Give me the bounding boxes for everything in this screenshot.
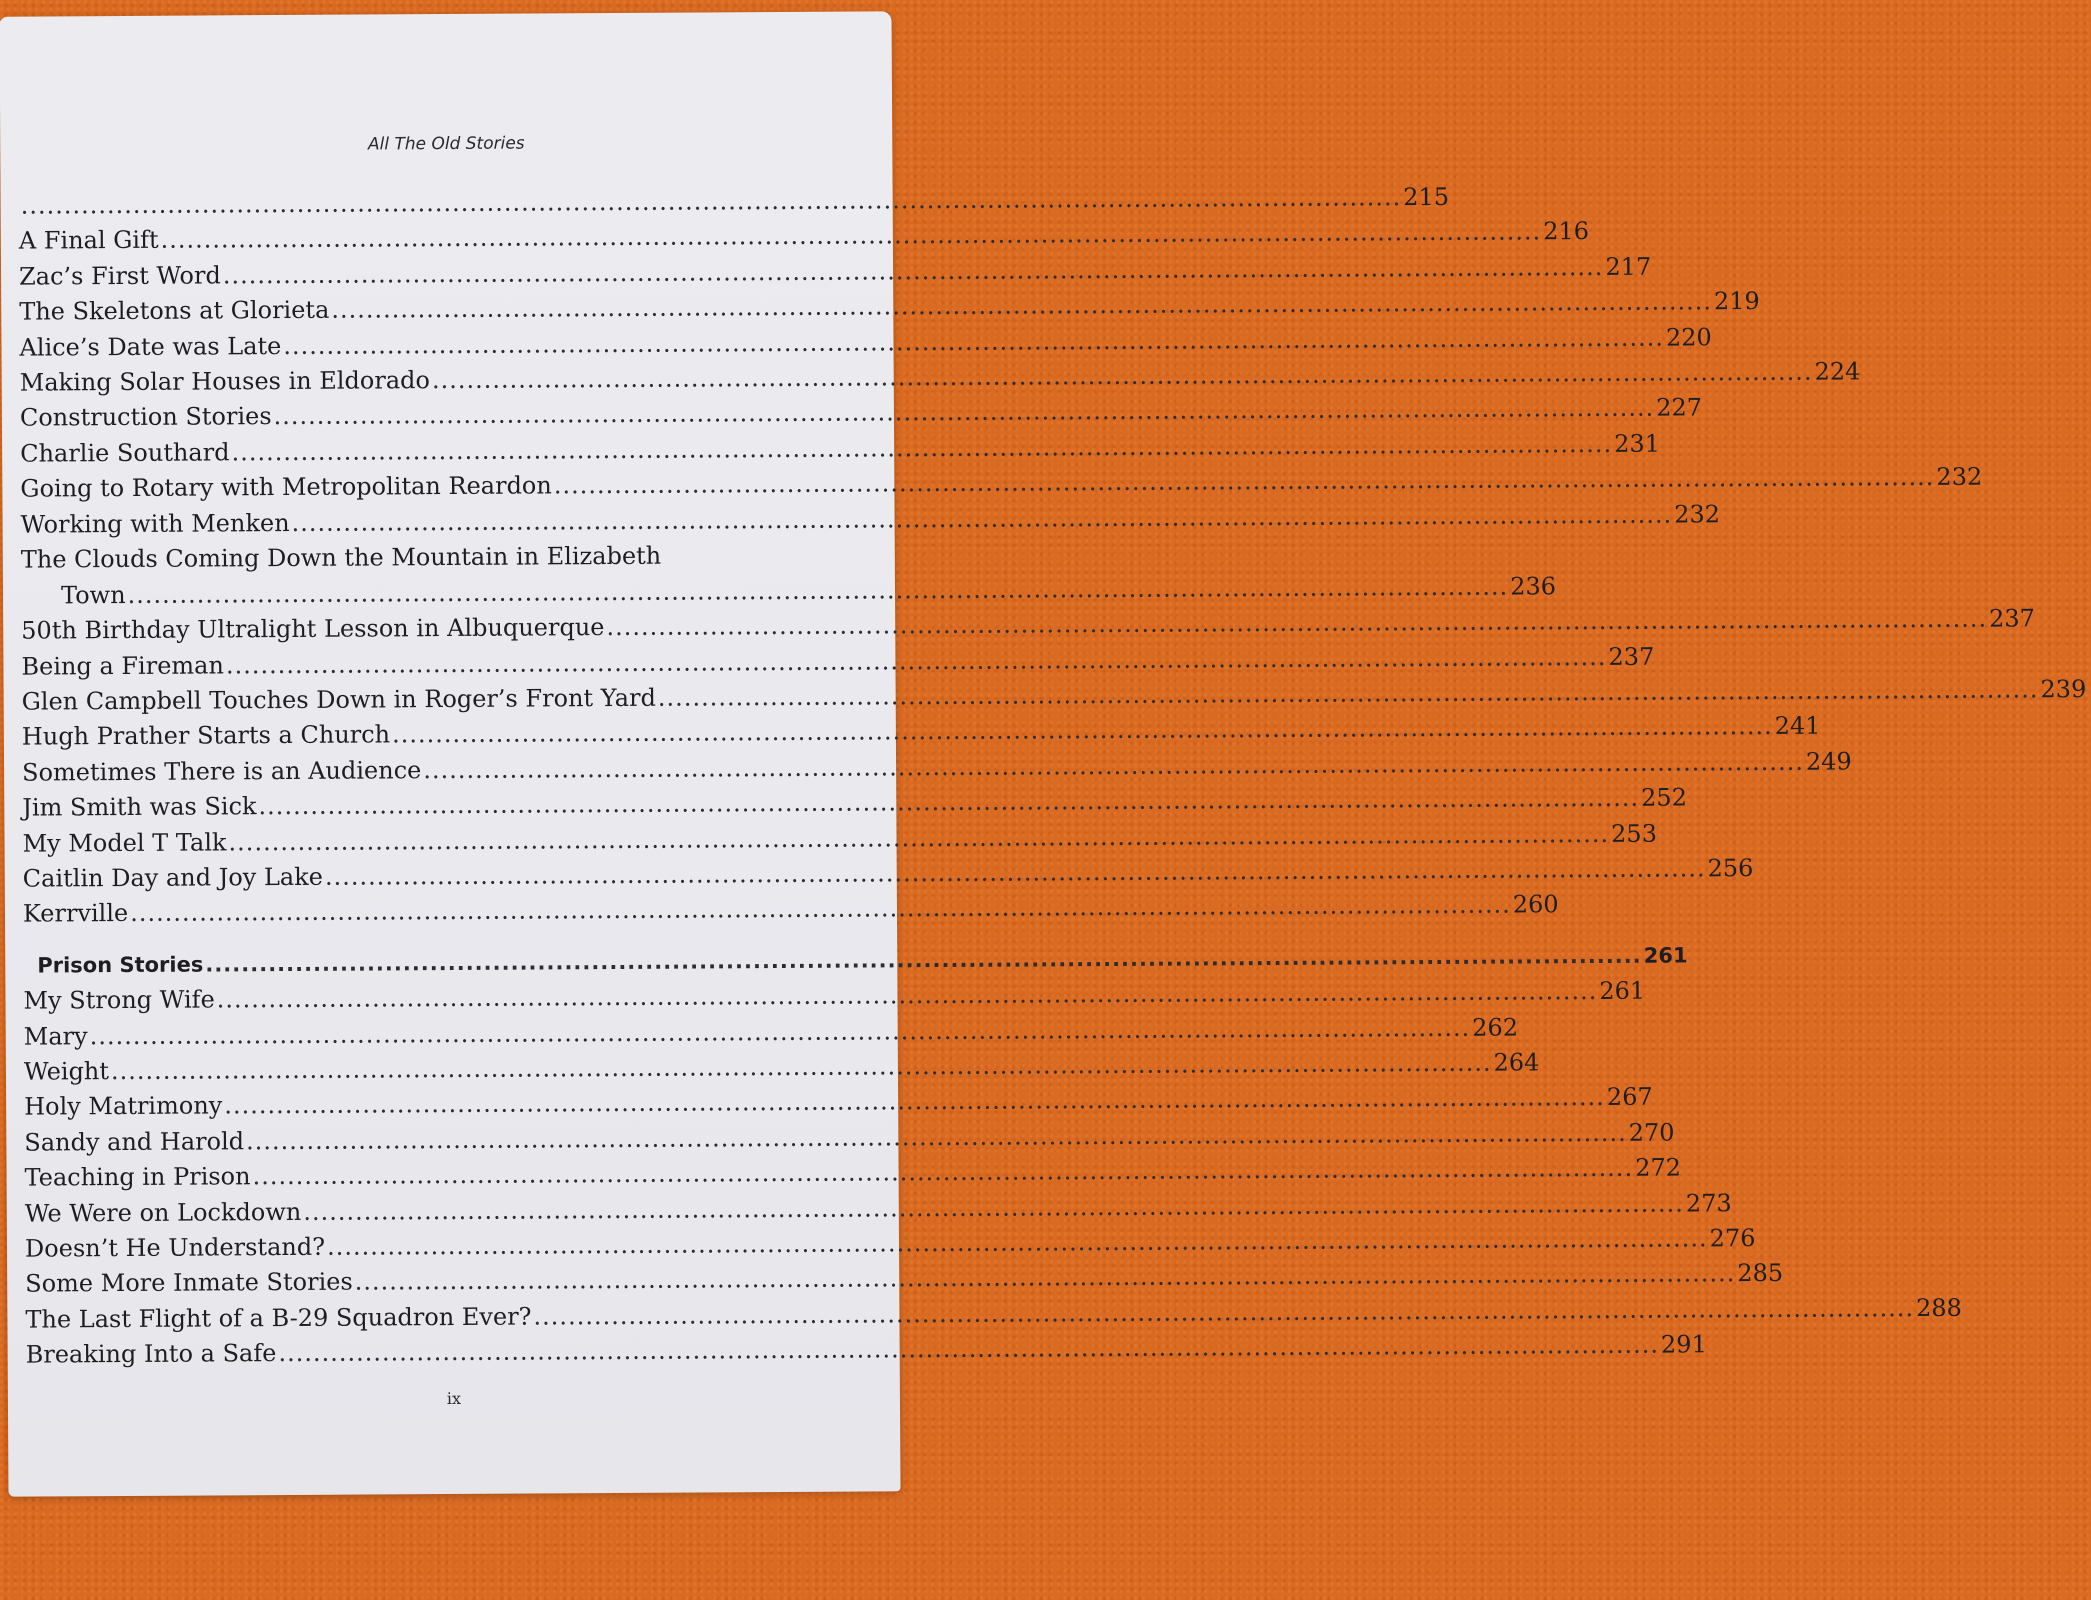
toc-entry-title: Working with Menken <box>20 508 290 539</box>
dot-leader: ................................................................................................................................................................ <box>324 854 1706 891</box>
dot-leader: ................................................................................................................................................................ <box>127 572 1509 609</box>
dot-leader: ................................................................................................................................................................ <box>130 890 1511 928</box>
toc-entry-page: 241 <box>1774 712 1821 741</box>
toc-entry-title: Making Solar Houses in Eldorado <box>19 366 431 397</box>
toc-entry <box>21 712 1821 756</box>
toc-entry <box>19 322 1712 366</box>
toc-entry <box>20 429 1661 472</box>
toc-entry-page: 224 <box>1814 357 1861 386</box>
dot-leader: ................................................................................................................................................................ <box>423 747 1804 785</box>
toc-entry-title: The Skeletons at Glorieta <box>19 295 330 326</box>
dot-leader: ................................................................................................................................................................ <box>160 217 1542 255</box>
toc-entry-title: Weight <box>23 1057 110 1086</box>
running-head: All The Old Stories <box>367 133 525 155</box>
toc-entry-page: 264 <box>1493 1048 1540 1077</box>
toc-entry <box>20 499 1721 543</box>
toc-entry-page: 262 <box>1472 1013 1519 1042</box>
toc-entry <box>19 182 1450 225</box>
dot-leader: ................................................................................................................................................................ <box>331 287 1713 324</box>
toc-entry-title: Caitlin Day and Joy Lake <box>22 862 324 893</box>
toc-entry-title: Alice’s Date was Late <box>19 331 282 362</box>
dot-leader: ................................................................................................................................................................ <box>392 712 1773 749</box>
toc-entry <box>19 287 1760 331</box>
toc-entry-page: 256 <box>1707 854 1754 883</box>
toc-entry-continuation <box>21 572 1557 614</box>
toc-entry-title: Some More Inmate Stories <box>25 1267 353 1298</box>
toc-entry-page: 232 <box>1936 462 1983 492</box>
toc-entry <box>20 462 1983 508</box>
toc-section-heading <box>23 943 1688 984</box>
toc-entry-page: 261 <box>1599 976 1646 1006</box>
dot-leader: ................................................................................................................................................................ <box>354 1259 1736 1296</box>
dot-leader: ................................................................................................................................................................ <box>245 1118 1627 1156</box>
dot-leader: ................................................................................................................................................................ <box>606 604 1988 642</box>
toc-entry-page: 253 <box>1611 819 1657 848</box>
toc-entry-title: Jim Smith was Sick <box>22 792 257 822</box>
toc-entry-page: 270 <box>1628 1118 1675 1147</box>
toc-entry-page: 260 <box>1512 890 1559 919</box>
dot-leader: ................................................................................................................................................................ <box>553 463 1935 500</box>
toc-entry <box>18 217 1590 260</box>
dot-leader: ................................................................................................................................................................ <box>225 642 1607 680</box>
toc-entry-title: Holy Matrimony <box>24 1091 223 1121</box>
toc-entry-page: 239 <box>2040 675 2087 704</box>
toc-entry-title: Doesn’t He Understand? <box>24 1232 326 1263</box>
toc-entry-page: 237 <box>1988 604 2035 633</box>
toc-entry-title: Construction Stories <box>19 402 272 432</box>
toc-entry <box>24 1118 1675 1161</box>
toc-entry-page: 273 <box>1685 1188 1732 1218</box>
dot-leader: ................................................................................................................................................................ <box>228 819 1610 856</box>
toc-entry <box>21 604 2035 650</box>
dot-leader: ................................................................................................................................................................ <box>657 675 2039 712</box>
toc-entry-title: Town <box>60 580 126 610</box>
toc-entry <box>24 1223 1756 1267</box>
toc-entry <box>24 1083 1653 1126</box>
dot-leader: ................................................................................................................................................................ <box>224 1083 1605 1120</box>
toc-entry-title: 50th Birthday Ultralight Lesson in Albuquerque <box>21 613 605 645</box>
dot-leader: ................................................................................................................................................................ <box>303 1189 1684 1226</box>
toc-entry-page: 227 <box>1656 393 1703 422</box>
toc-entry <box>25 1330 1707 1374</box>
toc-entry <box>23 976 1646 1020</box>
toc-entry <box>23 1013 1519 1055</box>
toc-entry-page: 267 <box>1606 1083 1653 1112</box>
toc-entry-page: 288 <box>1916 1293 1962 1322</box>
toc-entry-title: Kerrville <box>22 899 129 929</box>
dot-leader: ................................................................................................................................................................ <box>533 1293 1915 1331</box>
toc-entry-title: Going to Rotary with Metropolitan Reardon <box>20 471 552 503</box>
toc-entry-wrapped-first-line <box>21 537 859 578</box>
toc-entry <box>19 357 1861 401</box>
toc-entry <box>19 393 1703 437</box>
toc-entry <box>25 1259 1784 1303</box>
toc-entry-page: 252 <box>1641 783 1688 812</box>
toc-entry-page: 237 <box>1608 642 1655 671</box>
dot-leader: ................................................................................................................................................................ <box>89 1013 1471 1050</box>
table-of-contents <box>18 182 2087 1374</box>
toc-entry-title: My Strong Wife <box>23 985 215 1015</box>
toc-entry-title: Teaching in Prison <box>24 1162 251 1192</box>
toc-entry-title: Charlie Southard <box>20 438 230 468</box>
toc-entry-page: 232 <box>1674 499 1721 529</box>
toc-entry-title: Glen Campbell Touches Down in Roger’s Front Yard <box>21 683 656 716</box>
dot-leader: ................................................................................................................................................................ <box>231 429 1613 467</box>
dot-leader: ................................................................................................................................................................ <box>20 183 1402 220</box>
toc-entry-title: Sometimes There is an Audience <box>22 756 422 787</box>
dot-leader: ................................................................................................................................................................ <box>278 1330 1660 1368</box>
toc-entry-title: The Last Flight of a B-29 Squadron Ever? <box>25 1302 532 1334</box>
toc-entry-page: 216 <box>1543 217 1590 246</box>
dot-leader: ................................................................................................................................................................ <box>216 977 1598 1014</box>
section-page: 261 <box>1643 943 1688 968</box>
dot-leader: ................................................................................................................................................................ <box>431 357 1813 395</box>
toc-entry-page: 272 <box>1635 1153 1682 1182</box>
toc-entry-page: 291 <box>1660 1330 1707 1359</box>
toc-entry-title: Zac’s First Word <box>18 261 221 291</box>
dot-leader: ................................................................................................................................................................ <box>291 500 1673 537</box>
dot-leader: ................................................................................................................................................................ <box>326 1224 1708 1261</box>
toc-entry <box>22 854 1754 898</box>
dot-leader: ................................................................................................................................................................ <box>222 252 1604 290</box>
section-title: Prison Stories <box>37 952 204 978</box>
dot-leader: ................................................................................................................................................................ <box>252 1153 1634 1191</box>
toc-entry <box>22 747 1852 791</box>
toc-entry-title: A Final Gift <box>18 226 159 256</box>
dot-leader: ................................................................................................................................................................ <box>283 323 1665 360</box>
dot-leader: ................................................................................................................................................................ <box>205 943 1642 977</box>
toc-entry <box>18 252 1652 295</box>
dot-leader: ................................................................................................................................................................ <box>258 783 1640 821</box>
toc-entry <box>21 642 1655 685</box>
dot-leader: ................................................................................................................................................................ <box>273 393 1655 431</box>
toc-entry <box>22 890 1559 933</box>
toc-entry-page: 276 <box>1709 1223 1756 1253</box>
toc-entry <box>22 819 1657 862</box>
toc-entry-title: We Were on Lockdown <box>24 1197 302 1228</box>
toc-entry <box>25 1293 1962 1338</box>
page-number: ix <box>446 1388 462 1409</box>
toc-entry <box>24 1153 1682 1197</box>
toc-entry-title: The Clouds Coming Down the Mountain in Elizabeth <box>20 541 662 574</box>
toc-entry-title: Hugh Prather Starts a Church <box>21 720 391 752</box>
toc-entry-title: My Model T Talk <box>22 828 227 858</box>
toc-entry <box>23 1048 1540 1090</box>
toc-entry <box>24 1188 1732 1232</box>
toc-entry-page: 236 <box>1510 572 1557 601</box>
toc-entry-page: 249 <box>1805 747 1852 776</box>
book-page <box>0 11 2087 1496</box>
toc-entry-page: 231 <box>1614 429 1661 458</box>
toc-entry-title: Breaking Into a Safe <box>25 1339 277 1369</box>
toc-entry <box>22 783 1688 827</box>
toc-entry <box>21 675 2087 721</box>
toc-entry-page: 215 <box>1403 182 1450 212</box>
toc-entry-page: 220 <box>1665 322 1712 352</box>
toc-entry-title: Mary <box>23 1021 88 1051</box>
dot-leader: ................................................................................................................................................................ <box>110 1048 1492 1086</box>
toc-entry-page: 217 <box>1605 252 1652 281</box>
toc-entry-title: Sandy and Harold <box>24 1127 245 1157</box>
toc-entry-page: 285 <box>1737 1259 1784 1288</box>
toc-entry-page: 219 <box>1713 287 1760 316</box>
toc-entry-title: Being a Fireman <box>21 651 224 681</box>
